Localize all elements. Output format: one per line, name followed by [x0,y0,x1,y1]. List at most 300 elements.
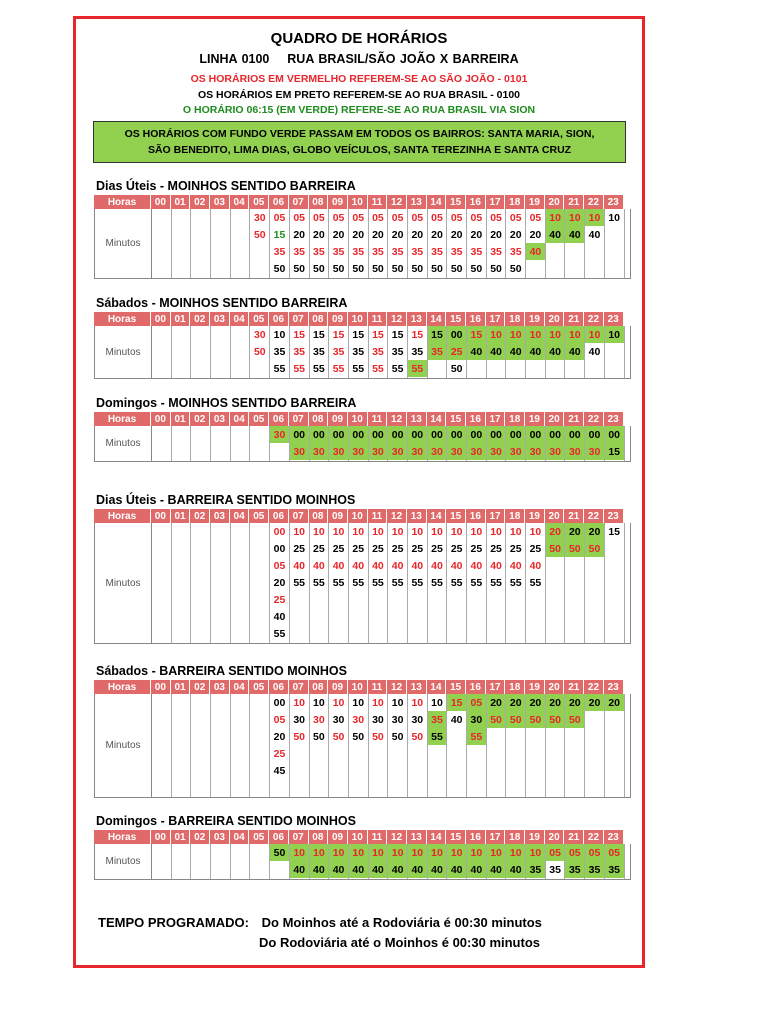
minute-column [231,694,251,797]
minute-cell: 40 [470,559,483,572]
minute-column [290,844,310,879]
minute-cell [428,608,447,625]
minute-column [310,523,330,643]
minute-cell [211,426,230,443]
minute-cell [172,694,191,711]
minute-cell [172,260,191,277]
minute-cell [172,844,191,861]
hour-cell: 10 [348,195,368,209]
hours-label: Horas [94,680,151,694]
minute-cell: 20 [352,228,365,241]
minute-cell [369,591,388,608]
minute-cell [585,591,604,608]
minute-cell [172,426,191,443]
minute-cell [211,711,230,728]
minute-cell [231,779,250,796]
hour-cell: 22 [584,680,604,694]
minute-column [487,844,507,879]
hour-cell: 19 [525,312,545,326]
minute-cell: 20 [546,523,565,540]
minute-cell: 10 [408,844,427,861]
minute-cell: 35 [332,345,345,358]
section-title: Domingos - BARREIRA SENTIDO MOINHOS [96,814,356,828]
hour-cell: 04 [230,509,250,523]
hour-cell: 14 [427,412,447,426]
minute-cell [565,762,584,779]
minute-cell: 30 [487,443,506,460]
minute-cell: 10 [293,525,305,538]
minute-cell [290,762,309,779]
minute-cell: 40 [450,559,463,572]
hour-cell: 21 [564,680,584,694]
minute-column [191,694,211,797]
minute-cell [565,243,584,260]
minute-column [231,844,251,879]
minute-cell [152,540,171,557]
minute-cell: 10 [467,844,486,861]
minute-column [546,844,566,879]
minute-column [191,523,211,643]
minute-cell: 55 [391,576,404,589]
minute-cell [467,608,486,625]
minute-cell: 50 [270,844,289,861]
minute-column [250,326,270,378]
minute-cell: 35 [352,345,365,358]
minute-cell: 50 [470,262,483,275]
minute-cell: 50 [352,730,365,743]
minute-cell [467,625,486,642]
minute-cell [172,443,191,460]
hour-cell: 12 [387,195,407,209]
minute-cell: 10 [372,525,384,538]
minute-cell [231,209,250,226]
minute-cell: 35 [450,245,463,258]
minute-cell [152,426,171,443]
minute-column [270,326,290,378]
minute-column [329,326,349,378]
minute-cell [408,608,427,625]
minute-cell: 35 [313,245,325,258]
hour-cell: 04 [230,195,250,209]
minute-cell: 35 [352,245,365,258]
minute-cell [369,779,388,796]
minute-column [152,844,172,879]
minute-cell [172,591,191,608]
minute-cell: 55 [372,362,384,375]
minute-cell: 35 [526,861,545,878]
minute-cell [191,762,210,779]
minute-cell: 35 [605,861,624,878]
minute-cell: 35 [565,861,584,878]
hour-cell: 18 [505,312,525,326]
minutes-label: Minutos [95,426,152,461]
minute-cell [152,844,171,861]
minute-cell: 15 [391,328,404,341]
minute-cell: 05 [605,844,624,861]
minute-column [388,523,408,643]
minute-cell [290,625,309,642]
minute-cell: 15 [447,694,466,711]
minute-cell [565,260,584,277]
minute-column [487,426,507,461]
minute-cell: 05 [529,211,542,224]
minute-cell: 30 [253,328,266,341]
minute-column [506,326,526,378]
minute-cell: 00 [447,426,466,443]
minute-cell: 50 [391,730,404,743]
hour-cell: 00 [151,412,171,426]
minute-cell: 00 [506,426,525,443]
minute-cell: 20 [529,228,542,241]
minute-cell [191,711,210,728]
minute-cell [526,608,545,625]
minute-cell [231,260,250,277]
minute-column [290,694,310,797]
minute-cell [605,557,624,574]
minute-cell [546,260,565,277]
minute-cell [310,745,329,762]
hour-cell: 09 [328,195,348,209]
minute-cell [231,625,250,642]
minute-cell: 40 [487,861,506,878]
minute-cell [211,762,230,779]
minute-cell [231,861,250,878]
minute-cell [191,745,210,762]
minute-column [388,426,408,461]
hour-cell: 18 [505,680,525,694]
minute-cell: 50 [546,540,565,557]
minute-cell [270,779,289,796]
minute-column [388,209,408,278]
minute-cell: 50 [526,711,545,728]
hour-cell: 08 [309,412,329,426]
minute-cell [231,728,250,745]
minute-cell: 25 [313,542,325,555]
minute-cell: 05 [293,211,305,224]
minute-cell [172,728,191,745]
minute-column [408,694,428,797]
minute-cell [211,326,230,343]
hour-cell: 10 [348,830,368,844]
minute-cell: 40 [290,861,309,878]
minute-cell [231,360,250,377]
minute-cell [250,260,269,277]
minute-cell: 40 [588,228,601,241]
minute-cell: 40 [310,861,329,878]
minute-cell [211,260,230,277]
minute-cell [250,728,269,745]
minute-cell [310,779,329,796]
minute-cell: 55 [408,360,427,377]
minute-cell: 50 [450,362,463,375]
minute-cell [172,343,191,360]
minute-cell: 40 [526,243,545,260]
minute-column [290,326,310,378]
minute-column [506,523,526,643]
minute-cell [408,625,427,642]
minute-cell [191,694,210,711]
hour-cell: 21 [564,509,584,523]
minute-column [310,844,330,879]
minute-cell [211,226,230,243]
minute-cell: 20 [332,228,345,241]
schedule-table [94,830,631,880]
minute-column [270,844,290,879]
minute-cell [211,745,230,762]
hours-label: Horas [94,830,151,844]
minute-column [349,523,369,643]
hour-cell: 17 [486,412,506,426]
minute-column [349,694,369,797]
minute-column [605,326,625,378]
green-route-note: OS HORÁRIOS COM FUNDO VERDE PASSAM EM TODOS OS BAIRROS: SANTA MARIA, SION, SÃO BENEDITO, LIMA DIAS, GLOBO VEÍCULOS, SANTA TEREZINHA E SANTA CRUZ [93,121,626,163]
minute-cell [191,360,210,377]
minute-cell [585,243,604,260]
minute-cell: 05 [273,559,286,572]
minute-cell [172,326,191,343]
minute-cell [250,523,269,540]
minute-cell: 10 [329,844,348,861]
minute-cell [565,591,584,608]
minute-cell: 25 [470,542,483,555]
minute-cell [388,591,407,608]
minute-cell: 00 [408,426,427,443]
hour-cell: 07 [289,680,309,694]
minute-column [172,209,192,278]
minute-cell [211,523,230,540]
hour-cell: 15 [446,509,466,523]
hours-label: Horas [94,509,151,523]
minute-cell [211,728,230,745]
minute-column [329,694,349,797]
minute-cell: 10 [605,326,624,343]
hour-cell: 11 [368,312,388,326]
minute-cell: 05 [372,211,384,224]
minute-cell [546,745,565,762]
minute-cell [388,608,407,625]
hour-cell: 05 [249,680,269,694]
hour-cell: 10 [348,680,368,694]
hour-cell: 14 [427,312,447,326]
minute-cell: 40 [487,343,506,360]
hour-cell: 22 [584,195,604,209]
minute-cell [467,762,486,779]
hour-cell: 20 [545,509,565,523]
minute-cell: 15 [273,228,286,241]
minute-column [349,844,369,879]
minute-cell [250,574,269,591]
hour-cell: 15 [446,412,466,426]
minute-cell [191,243,210,260]
hour-cell: 05 [249,195,269,209]
minute-cell: 35 [293,245,305,258]
minute-cell: 30 [352,713,365,726]
minute-cell [526,360,545,377]
hour-cell: 23 [604,412,624,426]
minute-cell [231,557,250,574]
minute-cell: 50 [509,262,522,275]
minute-column [172,694,192,797]
hour-cell: 00 [151,680,171,694]
hour-cell: 18 [505,509,525,523]
minute-column [487,209,507,278]
minute-cell [231,343,250,360]
minute-cell [565,728,584,745]
minute-cell: 10 [313,696,325,709]
minute-cell [310,762,329,779]
minute-cell: 20 [509,228,522,241]
minute-cell: 50 [332,262,345,275]
minute-cell [585,625,604,642]
minute-cell [546,762,565,779]
minute-cell [191,557,210,574]
minute-cell: 20 [605,694,624,711]
minute-column [369,209,389,278]
minute-cell: 20 [411,228,424,241]
hour-cell: 21 [564,312,584,326]
minute-column [428,326,448,378]
minute-cell: 05 [585,844,604,861]
minute-cell [250,861,269,878]
minutes-body [94,209,631,279]
minute-cell: 50 [391,262,404,275]
minute-cell: 10 [411,696,424,709]
minute-cell [565,625,584,642]
minute-column [447,844,467,879]
minute-cell [369,745,388,762]
minute-cell: 00 [467,426,486,443]
minute-cell [290,608,309,625]
minute-cell: 40 [565,226,584,243]
minute-cell: 55 [273,627,286,640]
minute-cell [487,591,506,608]
minute-cell [290,779,309,796]
minute-cell: 05 [313,211,325,224]
minute-cell [231,443,250,460]
minute-column [487,326,507,378]
minutes-label: Minutos [95,523,152,643]
minute-cell: 05 [509,211,522,224]
minute-cell [152,360,171,377]
minute-cell: 55 [509,576,522,589]
minute-column [467,694,487,797]
minute-cell: 20 [470,228,483,241]
minute-cell [329,625,348,642]
hour-cell: 19 [525,509,545,523]
minute-cell [231,694,250,711]
minute-cell: 10 [565,209,584,226]
minute-cell: 20 [487,694,506,711]
minute-cell: 55 [352,576,365,589]
minute-cell: 45 [273,764,286,777]
minute-column [191,326,211,378]
minute-cell [546,243,565,260]
minute-cell [467,745,486,762]
minute-cell [172,540,191,557]
minute-cell: 40 [388,861,407,878]
minute-cell [172,608,191,625]
minute-cell [152,443,171,460]
minute-column [546,426,566,461]
minute-cell: 35 [293,345,305,358]
minute-column [388,326,408,378]
minute-cell: 40 [411,559,424,572]
schedule-table [94,680,631,798]
minute-cell [152,243,171,260]
hour-cell: 23 [604,312,624,326]
minute-cell: 05 [411,211,424,224]
minute-column [250,426,270,461]
minute-cell [605,591,624,608]
minute-cell [487,762,506,779]
minute-cell [467,779,486,796]
minute-cell: 55 [313,362,325,375]
minute-cell: 10 [293,696,305,709]
minute-cell [388,625,407,642]
minute-cell [565,745,584,762]
hour-cell: 18 [505,830,525,844]
minute-cell: 25 [411,542,424,555]
minute-column [428,694,448,797]
hour-cell: 08 [309,680,329,694]
minute-cell [349,779,368,796]
minute-cell [428,625,447,642]
minute-cell: 35 [313,345,325,358]
minute-column [605,523,625,643]
minute-cell: 20 [450,228,463,241]
minute-column [447,426,467,461]
minute-cell [231,711,250,728]
minute-cell [349,625,368,642]
minute-cell [191,540,210,557]
minute-column [585,523,605,643]
minute-column [546,209,566,278]
minute-cell: 30 [270,426,289,443]
minute-cell [231,426,250,443]
minute-cell [605,226,624,243]
hour-cell: 04 [230,412,250,426]
minute-cell: 50 [293,262,305,275]
minute-column [349,326,369,378]
hour-cell: 11 [368,412,388,426]
minute-cell: 05 [490,211,502,224]
hour-cell: 04 [230,312,250,326]
hour-cell: 14 [427,830,447,844]
minute-cell [447,608,466,625]
minute-column [585,326,605,378]
hour-cell: 10 [348,509,368,523]
minutes-label: Minutos [95,694,152,797]
minute-column [565,844,585,879]
minute-cell [211,557,230,574]
hours-header-row [94,509,631,523]
minute-cell: 00 [605,426,624,443]
minute-cell [605,625,624,642]
hour-cell: 08 [309,312,329,326]
minute-cell: 55 [470,576,483,589]
section-title: Sábados - BARREIRA SENTIDO MOINHOS [96,664,347,678]
minute-cell [565,574,584,591]
minute-column [211,844,231,879]
hour-cell: 04 [230,680,250,694]
minute-cell: 10 [411,525,424,538]
minute-column [349,209,369,278]
hour-cell: 05 [249,312,269,326]
minute-cell [290,591,309,608]
minute-cell [605,360,624,377]
minute-cell [605,711,624,728]
minute-cell [250,625,269,642]
